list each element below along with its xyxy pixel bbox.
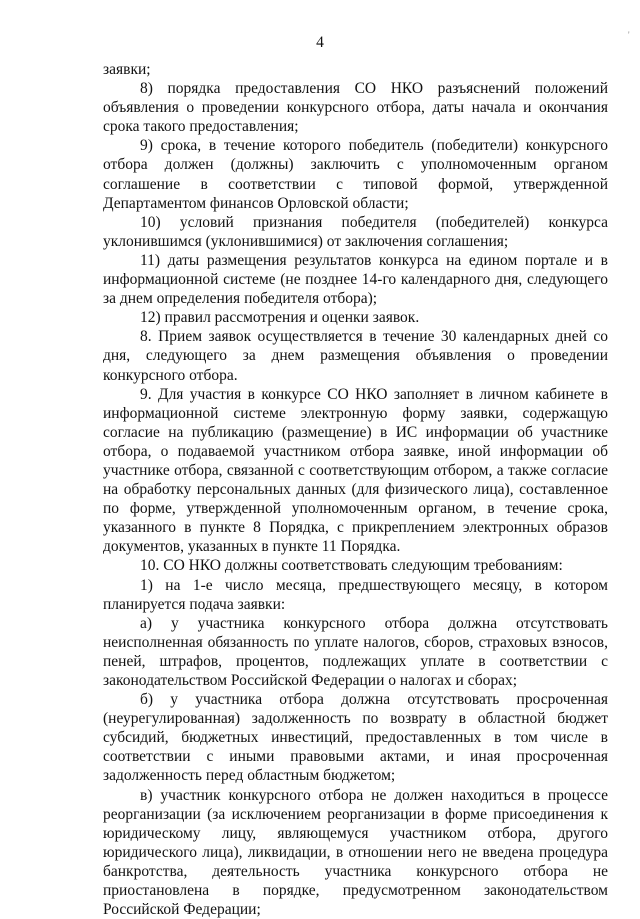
paragraph-requirement-1: 1) на 1-е число месяца, предшествующего месяцу, в котором планируется подача заявки: — [103, 576, 608, 613]
paragraph-section-10: 10. СО НКО должны соответствовать следующим требованиям: — [140, 557, 563, 575]
corner-mark: ' — [628, 30, 630, 40]
paragraph-section-9: 9. Для участия в конкурсе СО НКО заполняет в личном кабинете в информационной системе электронную форму заявки, содержащую согласие на публикацию (размещение) в ИС информации об участнике отбора, о подаваемой участником отбора заявке, иной информации об участнике отбора, связанной с соответствующим отбором, а также согласие на обработку персональных данных (для физического лица), составленное по форме, утвержденной уполномоченным органом, в течение срока, указанного в пункте 8 Порядка, с прикреплением электронных образов документов, указанных в пункте 11 Порядка. — [103, 385, 608, 556]
page-number: 4 — [316, 34, 324, 51]
paragraph-requirement-v: в) участник конкурсного отбора не должен находиться в процессе реорганизации (за исключением реорганизации в форме присоединения к юридическому лицу, являющемуся участником отбора, другого юридического лица), ликвидации, в отношении него не введена процедура банкротства, деятельность участника конкурсного отбора не приостановлена в порядке, предусмотренном законодательством Российской Федерации; — [103, 786, 608, 919]
paragraph-item-9: 9) срока, в течение которого победитель (победители) конкурсного отбора должен (должны) заключить с уполномоченным органом соглашение в соответствии с типовой формой, утвержденной Департаментом финансов Орловской области; — [103, 137, 608, 212]
paragraph-item-12: 12) правил рассмотрения и оценки заявок. — [140, 309, 420, 327]
body-text — [103, 60, 608, 919]
paragraph-requirement-b: б) у участника отбора должна отсутствовать просроченная (неурегулированная) задолженность по возврату в областной бюджет субсидий, бюджетных инвестиций, предоставленных в том числе в соответствии с иными правовыми актами, и иная просроченная задолженность перед областным бюджетом; — [103, 691, 608, 785]
paragraph-item-11: 11) даты размещения результатов конкурса на едином портале и в информационной системе (не позднее 14-го календарного дня, следующего за днем определения победителя отбора); — [103, 251, 608, 308]
paragraph-requirement-a: а) у участника конкурсного отбора должна отсутствовать неисполненная обязанность по уплате налогов, сборов, страховых взносов, пеней, штрафов, процентов, подлежащих уплате в соответствии с законодательством Российской Федерации о налогах и сборах; — [103, 614, 608, 689]
paragraph-item-10: 10) условий признания победителя (победителей) конкурса уклонившимся (уклонившимися) от заключения соглашения; — [103, 213, 608, 250]
paragraph-item-8: 8) порядка предоставления СО НКО разъяснений положений объявления о проведении конкурсного отбора, даты начала и окончания срока такого предоставления; — [103, 80, 608, 136]
paragraph-continuation: заявки; — [103, 61, 151, 78]
paragraph-section-8: 8. Прием заявок осуществляется в течение 30 календарных дней со дня, следующего за днем размещения объявления о проведении конкурсного отбора. — [103, 328, 608, 384]
